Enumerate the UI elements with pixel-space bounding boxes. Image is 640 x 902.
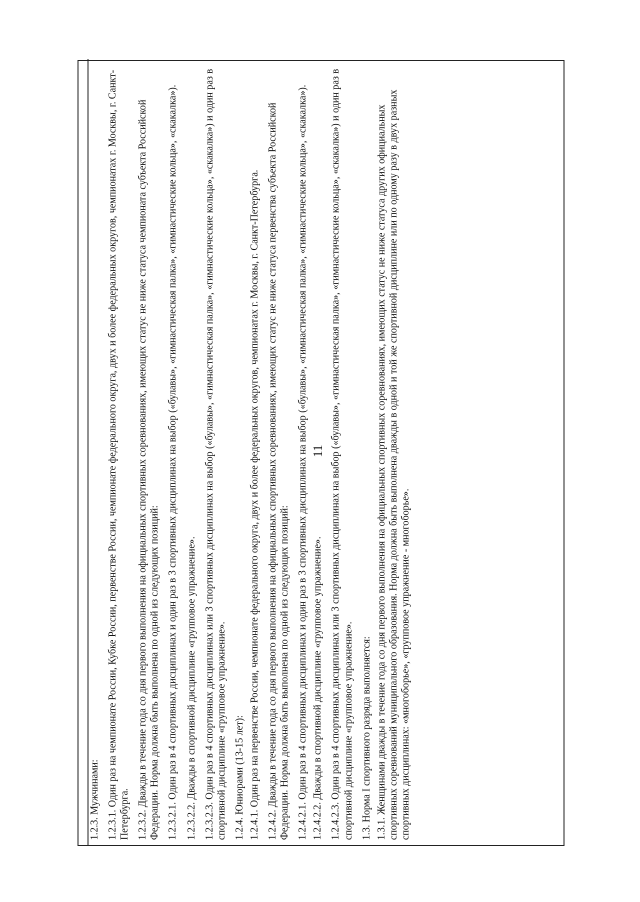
item-1-2-3-2-3: 1.2.3.2.3. Один раз в 4 спортивных дисциплинах или 3 спортивных дисциплинах на выбор («булавы», «гимнастическая палка», «гимнастические кольца», «скакалка») и один раз в спортивной дисциплине «групповое упражнение». (203, 68, 227, 840)
item-1-2-4-2-3: 1.2.4.2.3. Один раз в 4 спортивных дисциплинах или 3 спортивных дисциплинах на выбор («булавы», «гимнастическая палка», «гимнастические кольца», «скакалка») и один раз в спортивной дисциплине «групповое упражнение». (330, 68, 354, 840)
item-1-3-1: 1.3.1. Женщинами дважды в течение года со дня первого выполнения на официальных спортивных соревнованиях, имеющих статус не ниже статуса других официальных спортивных соревнований муниципального образования. Норма должна быть выполнена дважды в одной и той же спортивной дисциплине или по одному разу в двух разных спортивных дисциплинах: «многоборье», «групповое упражнение - многоборье». (375, 89, 411, 840)
item-1-2-4-2: 1.2.4.2. Дважды в течение года со дня первого выполнения на официальных спортивных соревнованиях, имеющих статус не ниже статуса первенства субъекта Российской Федерации. Норма должна быть выполнена по одной из следующих позиций: (267, 102, 291, 840)
item-1-2-3-2-2: 1.2.3.2.2. Дважды в спортивной дисциплине «групповое упражнение». (185, 536, 197, 840)
section-1-2-4: 1.2.4. Юниорами (13-15 лет): (233, 715, 245, 840)
item-1-2-3-1: 1.2.3.1. Один раз на чемпионате России, Кубке России, первенстве России, чемпионате федерального округа, двух и более федеральных округов, чемпионатах г. Москвы, г. Санкт-Петербурга. (107, 69, 131, 840)
item-1-2-3-2-1: 1.2.3.2.1. Один раз в 4 спортивных дисциплинах и один раз в 3 спортивных дисциплинах на выбор («булавы», «гимнастическая палка», «гимнастические кольца», «скакалка»). (167, 84, 179, 840)
table-left-column (78, 59, 88, 845)
section-1-3: 1.3. Норма I спортивного разряда выполняется: (360, 636, 372, 840)
requirements-table (77, 60, 564, 846)
page-number: 11 (310, 444, 325, 458)
item-1-2-3-2: 1.2.3.2. Дважды в течение года со дня первого выполнения на официальных спортивных соревнованиях, имеющих статус не ниже статуса чемпионата субъекта Российской Федерации. Норма должна быть выполнена по одной из следующих позиций: (137, 99, 161, 840)
item-1-2-4-1: 1.2.4.1. Один раз на первенстве России, чемпионате федерального округа, двух и более федеральных округов, чемпионатах г. Москвы, г. Санкт-Петербурга. (248, 169, 260, 840)
section-1-2-3: 1.2.3. Мужчинами: (89, 759, 100, 840)
item-1-2-4-2-2: 1.2.4.2.2. Дважды в спортивной дисциплине «групповое упражнение». (312, 536, 324, 840)
item-1-2-4-2-1: 1.2.4.2.1. Один раз в 4 спортивных дисциплинах и один раз в 3 спортивных дисциплинах на выбор («булавы», «гимнастическая палка», «гимнастические кольца», «скакалка»). (297, 84, 309, 840)
table-body-column (88, 61, 563, 845)
